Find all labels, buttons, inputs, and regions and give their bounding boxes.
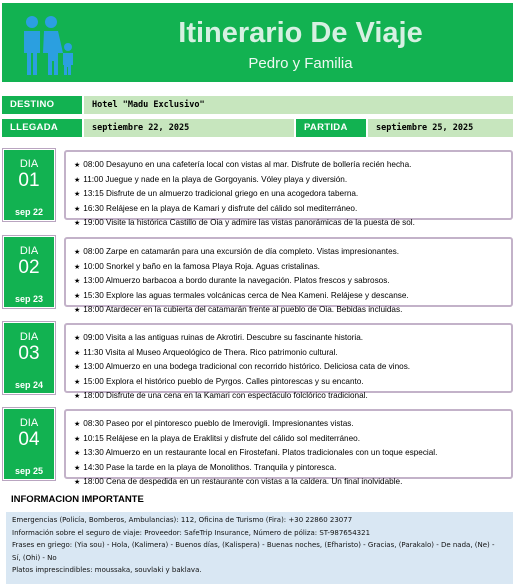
activity-item <box>74 260 505 275</box>
activity-item <box>74 289 505 304</box>
destino-row <box>2 96 513 114</box>
activity-text: 13:00 Almuerzo en una bodega tradicional con recorrido histórico. Deliciosa cata de vinos. <box>83 362 411 372</box>
activity-item <box>74 245 505 260</box>
destino-label: DESTINO <box>2 96 82 114</box>
header-banner <box>2 3 513 82</box>
activity-item <box>74 187 505 202</box>
activity-item <box>74 303 505 318</box>
activity-text: 11:30 Visita al Museo Arqueológico de Thera. Rico patrimonio cultural. <box>83 347 338 357</box>
page-subtitle: Pedro y Familia <box>248 55 353 72</box>
star-icon: ★ <box>74 479 81 487</box>
activity-text: 14:30 Pase la tarde en la playa de Monolithos. Tranquila y pintoresca. <box>83 462 337 472</box>
activity-list <box>64 323 513 401</box>
activity-text: 08:30 Paseo por el pintoresco pueblo de Imerovigli. Impresionantes vistas. <box>83 419 354 428</box>
day-block <box>2 407 513 487</box>
activity-item <box>74 346 505 361</box>
activity-item <box>74 417 505 432</box>
info-box <box>6 512 513 584</box>
day-block <box>2 235 513 315</box>
info-title: INFORMACION IMPORTANTE <box>11 494 144 505</box>
partida-label: PARTIDA <box>296 119 366 137</box>
page-title: Itinerario De Viaje <box>178 17 423 49</box>
activity-text: 09:00 Visita a las antiguas ruinas de Akrotiri. Descubre su fascinante historia. <box>83 333 364 342</box>
day-date: sep 23 <box>14 294 44 304</box>
star-icon: ★ <box>74 450 81 458</box>
day-label: DIA <box>19 417 39 429</box>
activity-text: 16:30 Relájese en la playa de Kamari y disfrute del cálido sol mediterráneo. <box>83 203 358 213</box>
activity-text: 13:00 Almuerzo barbacoa a bordo durante la navegación. Platos frescos y sabrosos. <box>83 276 390 286</box>
day-label: DIA <box>19 158 39 170</box>
day-badge <box>4 409 54 479</box>
info-line: Frases en griego: (Yia sou) - Hola, (Kalimera) - Buenos días, (Kalispera) - Buenas noches, (Efharisto) - Gracias, (Parakalo) - De nada, (Ne) - <box>12 541 495 549</box>
activity-text: 19:00 Visite la histórica Castillo de Oia y admire las vistas panorámicas de la puesta de sol. <box>83 218 415 228</box>
day-number: 01 <box>18 170 40 191</box>
day-number: 04 <box>18 429 40 450</box>
star-icon: ★ <box>74 393 81 401</box>
activity-item <box>74 446 505 461</box>
star-icon: ★ <box>74 421 81 428</box>
info-line: Información sobre el seguro de viaje: Proveedor: SafeTrip Insurance, Número de póliza: ST-987654321 <box>12 528 371 537</box>
star-icon: ★ <box>74 176 81 184</box>
activity-item <box>74 274 505 289</box>
star-icon: ★ <box>74 435 81 443</box>
partida-value: septiembre 25, 2025 <box>368 119 513 137</box>
activity-item <box>74 360 505 375</box>
activity-item <box>74 216 505 231</box>
activity-text: 10:00 Snorkel y baño en la famosa Playa Roja. Aguas cristalinas. <box>83 261 320 271</box>
star-icon: ★ <box>74 464 81 472</box>
activity-item <box>74 461 505 476</box>
activity-list <box>64 409 513 487</box>
activity-item <box>74 375 505 390</box>
family-icon <box>20 15 78 77</box>
activity-item <box>74 475 505 490</box>
star-icon: ★ <box>74 191 81 199</box>
activity-item <box>74 432 505 447</box>
day-date: sep 22 <box>14 207 44 217</box>
activity-text: 08:00 Zarpe en catamarán para una excursión de día completo. Vistas impresionantes. <box>83 247 399 256</box>
activity-text: 08:00 Desayuno en una cafetería local con vistas al mar. Disfrute de bollería recién hecha. <box>83 160 412 169</box>
day-badge <box>4 237 54 307</box>
star-icon: ★ <box>74 162 81 169</box>
activity-item <box>74 202 505 217</box>
activity-item <box>74 173 505 188</box>
fechas-row <box>2 119 513 137</box>
star-icon: ★ <box>74 249 81 256</box>
activity-text: 10:15 Relájese en la playa de Eraklitsi y disfrute del cálido sol mediterráneo. <box>83 433 360 443</box>
day-block <box>2 148 513 228</box>
star-icon: ★ <box>74 220 81 228</box>
day-block <box>2 321 513 401</box>
activity-text: 13:30 Almuerzo en un restaurante local en Firostefani. Platos tradicionales con un toque especial. <box>83 448 438 458</box>
star-icon: ★ <box>74 335 81 342</box>
activity-item <box>74 331 505 346</box>
activity-text: 15:30 Explore las aguas termales volcánicas cerca de Nea Kameni. Relájese y descanse. <box>83 290 409 300</box>
day-badge <box>4 323 54 393</box>
destino-value: Hotel "Madu Exclusivo" <box>84 96 513 114</box>
day-date: sep 24 <box>14 380 44 390</box>
star-icon: ★ <box>74 378 81 386</box>
star-icon: ★ <box>74 349 81 357</box>
activity-item <box>74 389 505 404</box>
activity-text: 18:00 Disfrute de una cena en la Kamari con espectáculo folclórico tradicional. <box>83 391 368 401</box>
star-icon: ★ <box>74 205 81 213</box>
info-line: Platos imprescindibles: moussaka, souvlaki y baklava. <box>12 566 202 574</box>
day-badge <box>4 150 54 220</box>
star-icon: ★ <box>74 278 81 286</box>
star-icon: ★ <box>74 364 81 372</box>
llegada-value: septiembre 22, 2025 <box>84 119 294 137</box>
activity-text: 18:00 Cena de despedida en un restaurante con vistas a la caldera. Un final inolvidable. <box>83 477 403 487</box>
day-number: 02 <box>18 257 40 278</box>
activity-item <box>74 158 505 173</box>
info-line: Emergencias (Policía, Bomberos, Ambulancias): 112, Oficina de Turismo (Fira): +30 22860 23077 <box>12 516 353 524</box>
star-icon: ★ <box>74 263 81 271</box>
star-icon: ★ <box>74 307 81 315</box>
day-date: sep 25 <box>14 466 44 476</box>
star-icon: ★ <box>74 292 81 300</box>
activity-list <box>64 150 513 228</box>
activity-text: 11:00 Juegue y nade en la playa de Gorgoyanis. Vóley playa y diversión. <box>83 174 348 184</box>
day-label: DIA <box>19 245 39 257</box>
day-label: DIA <box>19 331 39 343</box>
activity-text: 18:00 Atardecer en la cubierta del catamarán frente al pueblo de Oia. Bebidas incluidas. <box>83 305 403 315</box>
activity-text: 15:00 Explora el histórico pueblo de Pyrgos. Calles pintorescas y su encanto. <box>83 376 364 386</box>
day-number: 03 <box>18 343 40 364</box>
activity-text: 13:15 Disfrute de un almuerzo tradicional griego en una acogedora taberna. <box>83 189 359 199</box>
activity-list <box>64 237 513 315</box>
llegada-label: LLEGADA <box>2 119 82 137</box>
info-line: Sí, (Ohi) - No <box>12 553 57 562</box>
